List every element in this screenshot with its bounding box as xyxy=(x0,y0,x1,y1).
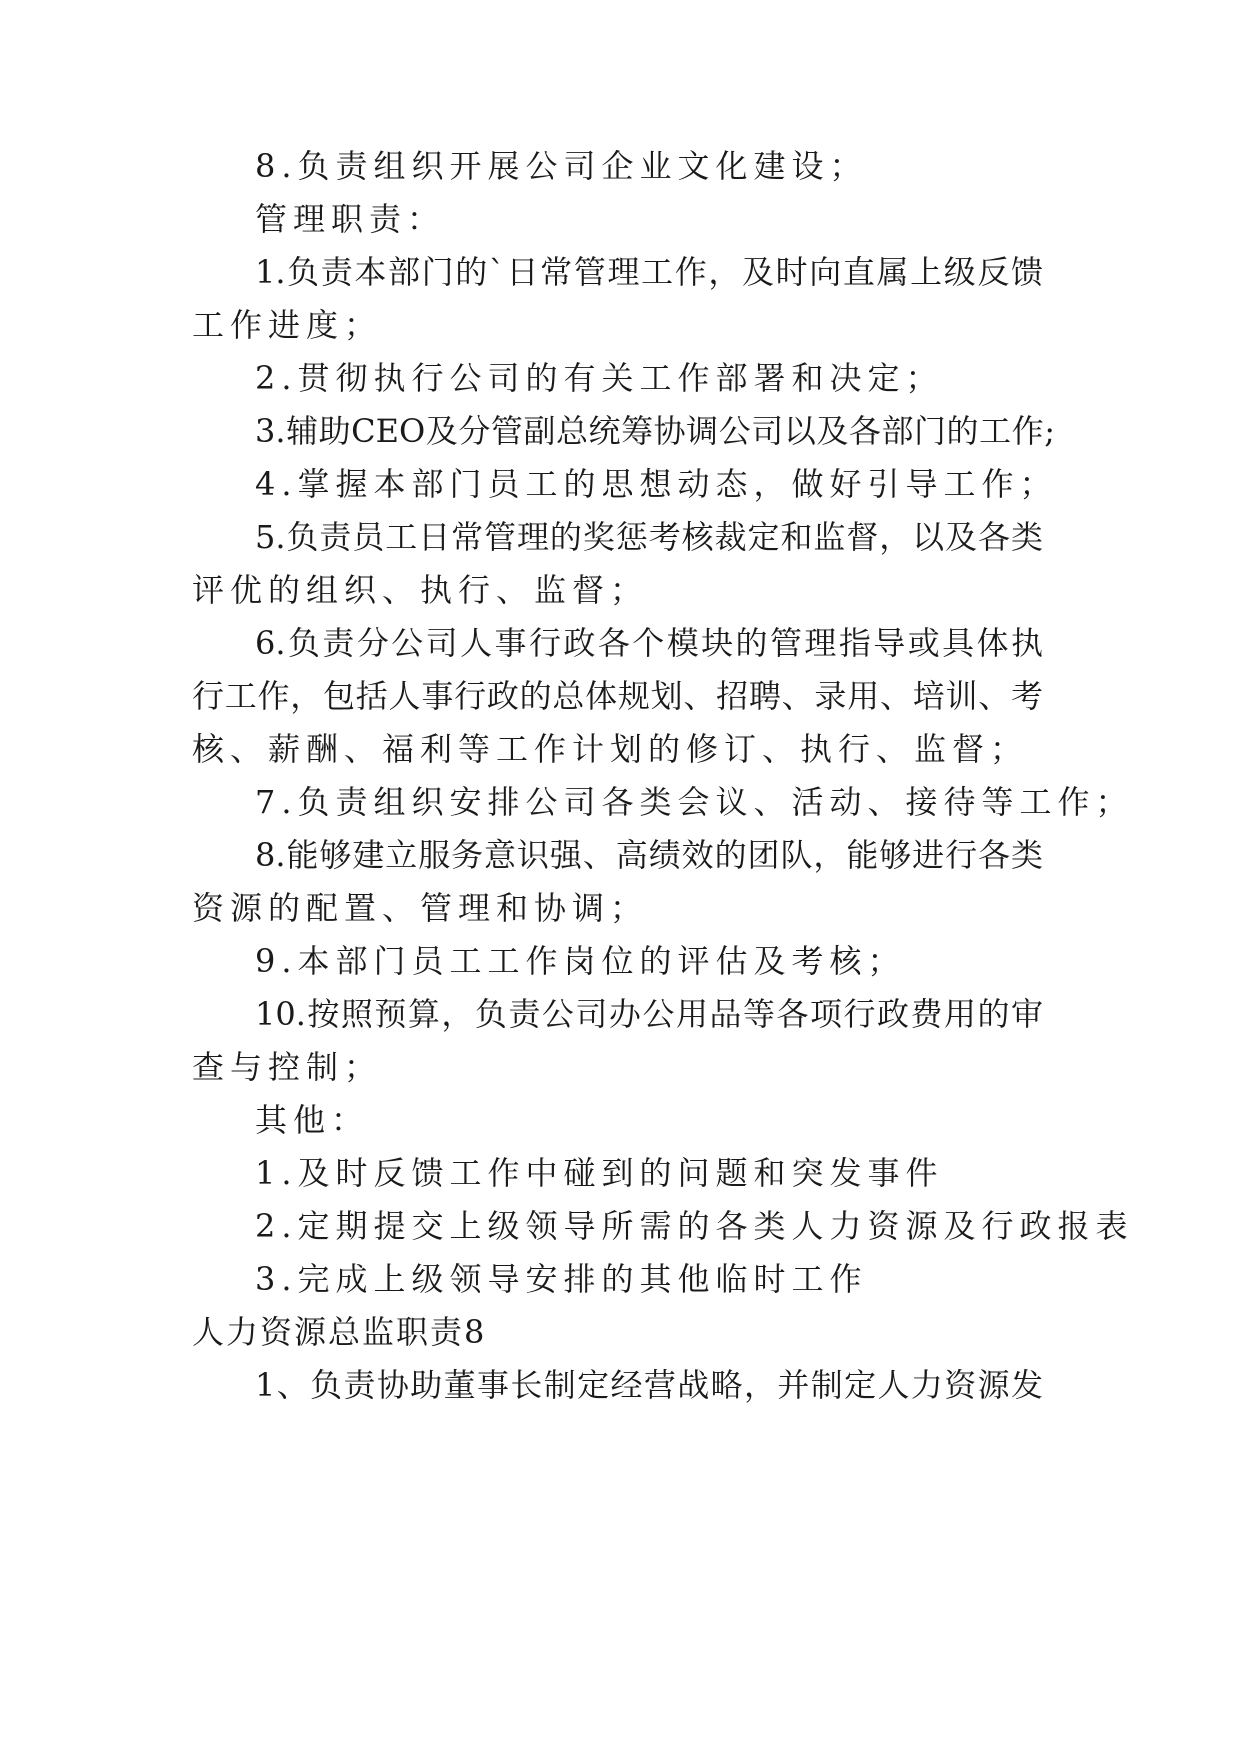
paragraph-line: 行工作，包括人事行政的总体规划、招聘、录用、培训、考 xyxy=(192,677,1043,715)
paragraph-line: 评优的组织、执行、监督； xyxy=(192,571,649,609)
paragraph-line: 10.按照预算，负责公司办公用品等各项行政费用的审 xyxy=(255,995,1043,1033)
paragraph-line: 5.负责员工日常管理的奖惩考核裁定和监督，以及各类 xyxy=(255,518,1043,556)
paragraph-line: 3.完成上级领导安排的其他临时工作 xyxy=(255,1260,868,1298)
paragraph-line: 核、薪酬、福利等工作计划的修订、执行、监督； xyxy=(192,730,1029,768)
paragraph-line: 4.掌握本部门员工的思想动态，做好引导工作； xyxy=(255,465,1058,503)
paragraph-line: 工作进度； xyxy=(192,306,383,344)
paragraph-line: 8.负责组织开展公司企业文化建设； xyxy=(255,147,868,185)
paragraph-line: 8.能够建立服务意识强、高绩效的团队，能够进行各类 xyxy=(255,836,1043,874)
paragraph-line: 1.及时反馈工作中碰到的问题和突发事件 xyxy=(255,1154,944,1192)
paragraph-line: 资源的配置、管理和协调； xyxy=(192,889,649,927)
paragraph-line: 7.负责组织安排公司各类会议、活动、接待等工作； xyxy=(255,783,1134,821)
paragraph-line: 1、负责协助董事长制定经营战略，并制定人力资源发 xyxy=(255,1366,1043,1404)
paragraph-line: 9.本部门员工工作岗位的评估及考核； xyxy=(255,942,906,980)
paragraph-line: 1.负责本部门的`日常管理工作，及时向直属上级反馈 xyxy=(255,253,1043,291)
paragraph-line: 3.辅助CEO及分管副总统筹协调公司以及各部门的工作; xyxy=(255,412,1055,450)
section-heading: 其他： xyxy=(255,1101,370,1139)
paragraph-line: 2.定期提交上级领导所需的各类人力资源及行政报表 xyxy=(255,1207,1134,1245)
document-title: 人力资源总监职责8 xyxy=(192,1313,487,1351)
paragraph-line: 查与控制； xyxy=(192,1048,383,1086)
paragraph-line: 6.负责分公司人事行政各个模块的管理指导或具体执 xyxy=(255,624,1043,662)
paragraph-line: 2.贯彻执行公司的有关工作部署和决定； xyxy=(255,359,944,397)
section-heading: 管理职责： xyxy=(255,200,446,238)
